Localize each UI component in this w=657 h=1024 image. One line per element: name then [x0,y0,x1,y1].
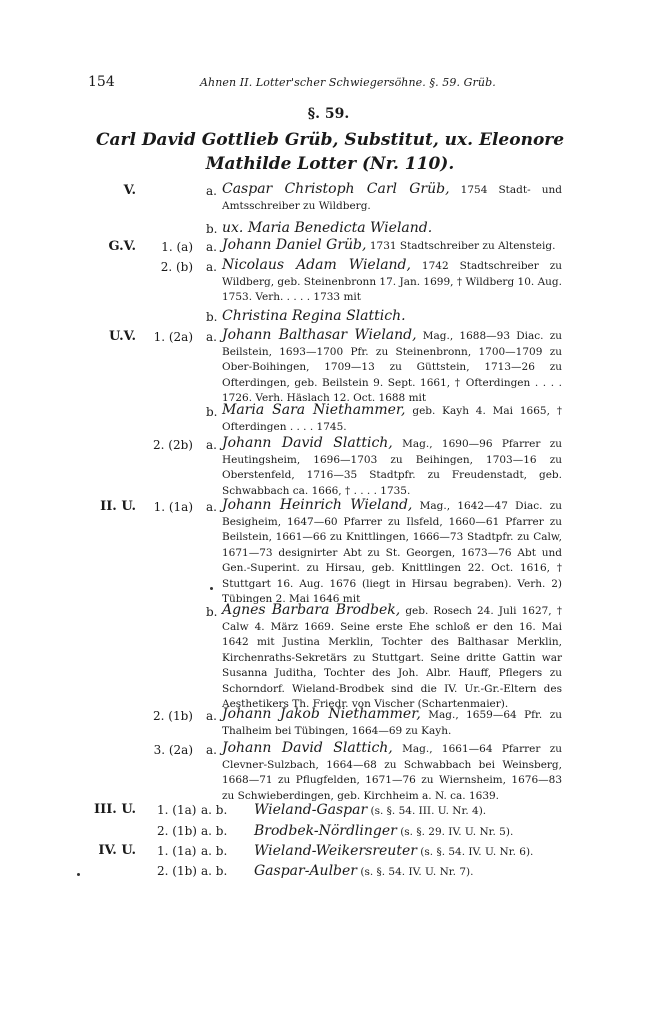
entry-text [222,182,562,214]
ancestor-number: 1. (1a) [153,500,193,514]
entry-details: geb. Rosech 24. Juli 1627, † Calw 4. März 1669. Seine erste Ehe schloß er den 16. Mai 1642 mit Justina Merklin, Tochter des Balthasar Merklin, Kirchenraths-Sekretärs zu Stuttgart. Seine dritte Gattin war Susanna Juditha, Tochter des Joh. Albr. Hauff, Pflegers zu Schorndorf. Wieland-Brodbek sind die IV. Ur.-Gr.-Eltern des Aesthetikers Th. Friedr. von Vischer (Schartenmaier). [222,605,562,710]
spouse-letter: b. [206,405,218,419]
spouse-letter: a. b. [201,864,228,878]
page-header [0,74,657,94]
spouse-letter: b. [206,222,218,236]
entry-details: Mag., 1642—47 Diac. zu Besigheim, 1647—60 Pfarrer zu Ilsfeld, 1660—61 Pfarrer zu Beilstein, 1661—66 zu Knittlingen, 1666—73 Stadtpfr. zu Calw, 1671—73 designirter Abt zu St. Georgen, 1673—76 Abt und Gen.-Superint. zu Hirsau, geb. Knittlingen 22. Oct. 1616, † Stuttgart 16. Aug. 1676 (liegt in Hirsau begraben). Verh. 2) Tübingen 2. Mai 1646 mit [222,500,562,605]
entry-details: Mag., 1659—64 Pfr. zu Thalheim bei Tübingen, 1664—69 zu Kayh. [222,709,562,737]
generation-label: G.V. [108,239,136,254]
couple-name: Wieland-Gaspar [254,802,368,818]
reference-source: (s. §. 29. IV. U. Nr. 5). [400,826,514,838]
ink-speck [210,587,213,590]
generation-label: V. [123,183,136,198]
spouse-letter: a. [206,184,217,198]
entry-text [222,309,562,326]
entry-details: 1742 Stadtschreiber zu Wildberg, geb. Steinenbronn 17. Jan. 1699, † Wildberg 10. Aug. 1753. Verh. . . . . 1733 mit [222,260,562,303]
reference-text [254,863,473,879]
person-name: Maria Sara Niethammer, [222,402,406,418]
person-name: Nicolaus Adam Wieland, [222,257,411,273]
page-number: 154 [88,74,115,90]
ancestor-number: 2. (1b) [157,864,197,878]
spouse-letter: a. [206,438,217,452]
spouse-letter: a. [206,743,217,757]
generation-label: IV. U. [98,843,136,858]
person-name: Johann Jakob Niethammer, [222,706,421,722]
person-name: Johann Balthasar Wieland, [222,327,417,343]
ancestor-number: 1. (1a) [157,844,197,858]
couple-name: Brodbek-Nördlinger [254,823,397,839]
ancestor-number: 2. (1b) [157,824,197,838]
entry-text [222,498,562,608]
running-title: Ahnen II. Lotter'scher Schwiegersöhne. §. 59. Grüb. [200,76,496,89]
spouse-letter: a. [206,330,217,344]
entry-text [222,403,562,435]
person-name: Johann Heinrich Wieland, [222,497,413,513]
entry-details: Mag., 1661—64 Pfarrer zu Clevner-Sulzbach, 1664—68 zu Schwabbach bei Weinsberg, 1668—71 zu Pflugfelden, 1671—76 zu Wiernsheim, 1676—83 zu Schwieberdingen, geb. Kirchheim a. N. ca. 1639. [222,743,562,802]
spouse-letter: b. [206,605,218,619]
entry-text [222,741,562,804]
ancestor-number: 1. (1a) [157,803,197,817]
spouse-letter: a. b. [201,844,228,858]
entry-text [222,436,562,499]
entry-text [222,328,562,407]
ancestor-number: 2. (2b) [153,438,193,452]
entry-text [222,603,562,713]
person-name: Johann David Slattich, [222,740,393,756]
spouse-letter: a. [206,500,217,514]
ancestor-number: 1. (a) [161,240,193,254]
ancestor-number: 1. (2a) [153,330,193,344]
entry-details: Mag., 1688—93 Diac. zu Beilstein, 1693—1700 Pfr. zu Steinenbronn, 1700—1709 zu Ober-Boihingen, 1709—13 zu Güttstein, 1713—26 zu Ofterdingen, geb. Beilstein 9. Sept. 1661, † Ofterdingen . . . . 1726. Verh. Häslach 12. Oct. 1688 mit [222,330,562,404]
person-name: Agnes Barbara Brodbek, [222,602,401,618]
entry-text [222,221,562,238]
generation-label: U.V. [108,329,136,344]
person-name: Johann David Slattich, [222,435,393,451]
reference-text [254,843,533,859]
reference-text [254,823,513,839]
entry-text [222,238,562,255]
person-name: Christina Regina Slattich. [222,308,406,324]
spouse-letter: b. [206,310,218,324]
ink-speck [77,873,80,876]
entry-details: 1754 Stadt- und Amtsschreiber zu Wildberg. [222,184,562,212]
person-name: Johann Daniel Grüb, [222,237,367,253]
person-name: Caspar Christoph Carl Grüb, [222,181,450,197]
ancestor-number: 2. (1b) [153,709,193,723]
ancestor-number: 3. (2a) [153,743,193,757]
spouse-letter: a. [206,709,217,723]
entry-details: 1731 Stadtschreiber zu Altensteig. [369,240,556,252]
section-heading: §. 59. [307,106,350,122]
reference-source: (s. §. 54. III. U. Nr. 4). [370,805,487,817]
couple-name: Gaspar-Aulber [254,863,357,879]
generation-label: II. U. [100,499,136,514]
person-name: ux. Maria Benedicta Wieland. [222,220,433,236]
couple-name: Wieland-Weikersreuter [254,843,417,859]
reference-source: (s. §. 54. IV. U. Nr. 6). [420,846,534,858]
entry-details: Mag., 1690—96 Pfarrer zu Heutingsheim, 1696—1703 zu Beihingen, 1703—16 zu Oberstenfeld, 1716—35 Stadtpfr. zu Freudenstadt, geb. Schwabbach ca. 1666, † . . . . 1735. [222,438,562,497]
spouse-letter: a. b. [201,824,228,838]
spouse-letter: a. [206,260,217,274]
spouse-letter: a. [206,240,217,254]
ancestor-number: 2. (b) [160,260,193,274]
generation-label: III. U. [94,802,136,817]
entry-text [222,258,562,306]
entry-details: geb. Kayh 4. Mai 1665, † Ofterdingen . . . . 1745. [222,405,562,433]
spouse-letter: a. b. [201,803,228,817]
reference-source: (s. §. 54. IV. U. Nr. 7). [360,866,474,878]
entry-text [222,707,562,739]
page-title: Carl David Gottlieb Grüb, Substitut, ux. Eleonore Mathilde Lotter (Nr. 110). [95,130,565,174]
reference-text [254,802,486,818]
